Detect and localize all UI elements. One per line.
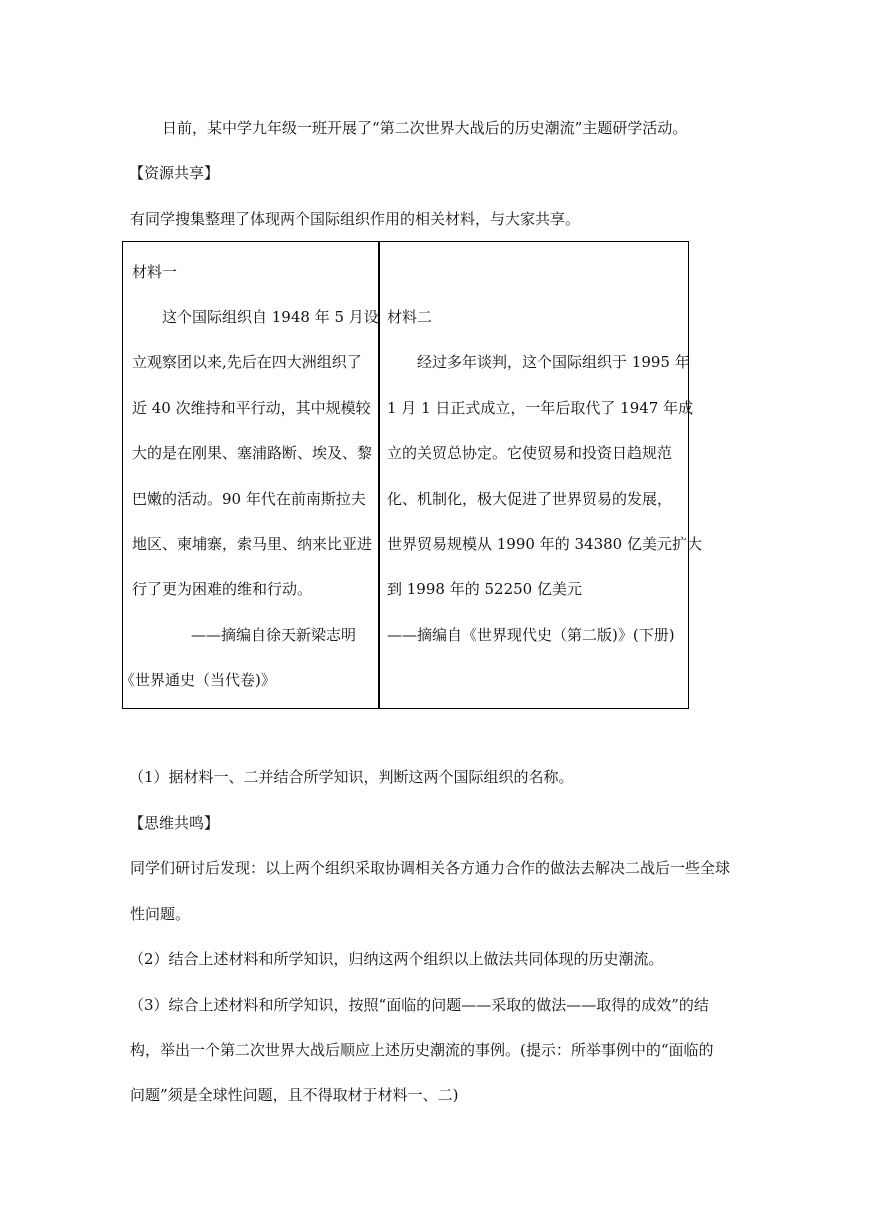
- material2-title: 材料二: [387, 308, 433, 326]
- question-3-line1: （3）综合上述材料和所学知识，按照“面临的问题——采取的做法——取得的成效”的结: [129, 996, 709, 1014]
- material1-line: 立观察团以来,先后在四大洲组织了: [132, 353, 362, 371]
- material1-line: 大的是在刚果、塞浦路断、埃及、黎: [132, 444, 373, 462]
- material1-line: 近 40 次维持和平行动，其中规模较: [132, 399, 371, 417]
- question-1: （1）据材料一、二并结合所学知识，判断这两个国际组织的名称。: [129, 768, 574, 786]
- section-text-thinking-line2: 性问题。: [130, 905, 191, 923]
- material1-source-line1: ——摘编自徐天新梁志明: [191, 626, 357, 644]
- material1-line: 地区、柬埔寨，索马里、纳来比亚进: [132, 535, 373, 553]
- material2-line: 到 1998 年的 52250 亿美元: [387, 580, 582, 598]
- material1-line: 行了更为困难的维和行动。: [132, 580, 313, 598]
- material2-line: 世界贸易规模从 1990 年的 34380 亿美元扩大: [387, 535, 702, 553]
- section-text-thinking-line1: 同学们研讨后发现：以上两个组织采取协调相关各方通力合作的做法去解决二战后一些全球: [130, 859, 731, 877]
- material1-source-line2: 《世界通史（当代卷)》: [120, 671, 276, 689]
- section-text-resource-share: 有同学搜集整理了体现两个国际组织作用的相关材料，与大家共享。: [130, 210, 581, 228]
- question-3-line2: 构，举出一个第二次世界大战后顺应上述历史潮流的事例。(提示：所举事例中的“面临的: [130, 1041, 714, 1059]
- intro-paragraph: 日前，某中学九年级一班开展了“第二次世界大战后的历史潮流”主题研学活动。: [162, 119, 688, 137]
- material2-line: 化、机制化，极大促进了世界贸易的发展，: [387, 490, 673, 508]
- section-heading-thinking-resonance: 【思维共鸣】: [129, 814, 220, 832]
- material1-line: 这个国际组织自 1948 年 5 月设: [162, 308, 379, 326]
- question-3-line3: 问题”须是全球性问题，且不得取材于材料一、二): [130, 1086, 459, 1104]
- material1-title: 材料一: [132, 263, 178, 281]
- material2-source: ——摘编自《世界现代史（第二版)》(下册): [387, 626, 675, 644]
- section-heading-resource-share: 【资源共享】: [129, 164, 220, 182]
- material2-line: 经过多年谈判，这个国际组织于 1995 年: [417, 353, 690, 371]
- material1-line: 巴嫩的活动。90 年代在前南斯拉夫: [132, 490, 366, 508]
- question-2: （2）结合上述材料和所学知识，归纳这两个组织以上做法共同体现的历史潮流。: [129, 950, 664, 968]
- material2-line: 1 月 1 日正式成立，一年后取代了 1947 年成: [387, 399, 694, 417]
- material2-line: 立的关贸总协定。它使贸易和投资日趋规范: [387, 444, 673, 462]
